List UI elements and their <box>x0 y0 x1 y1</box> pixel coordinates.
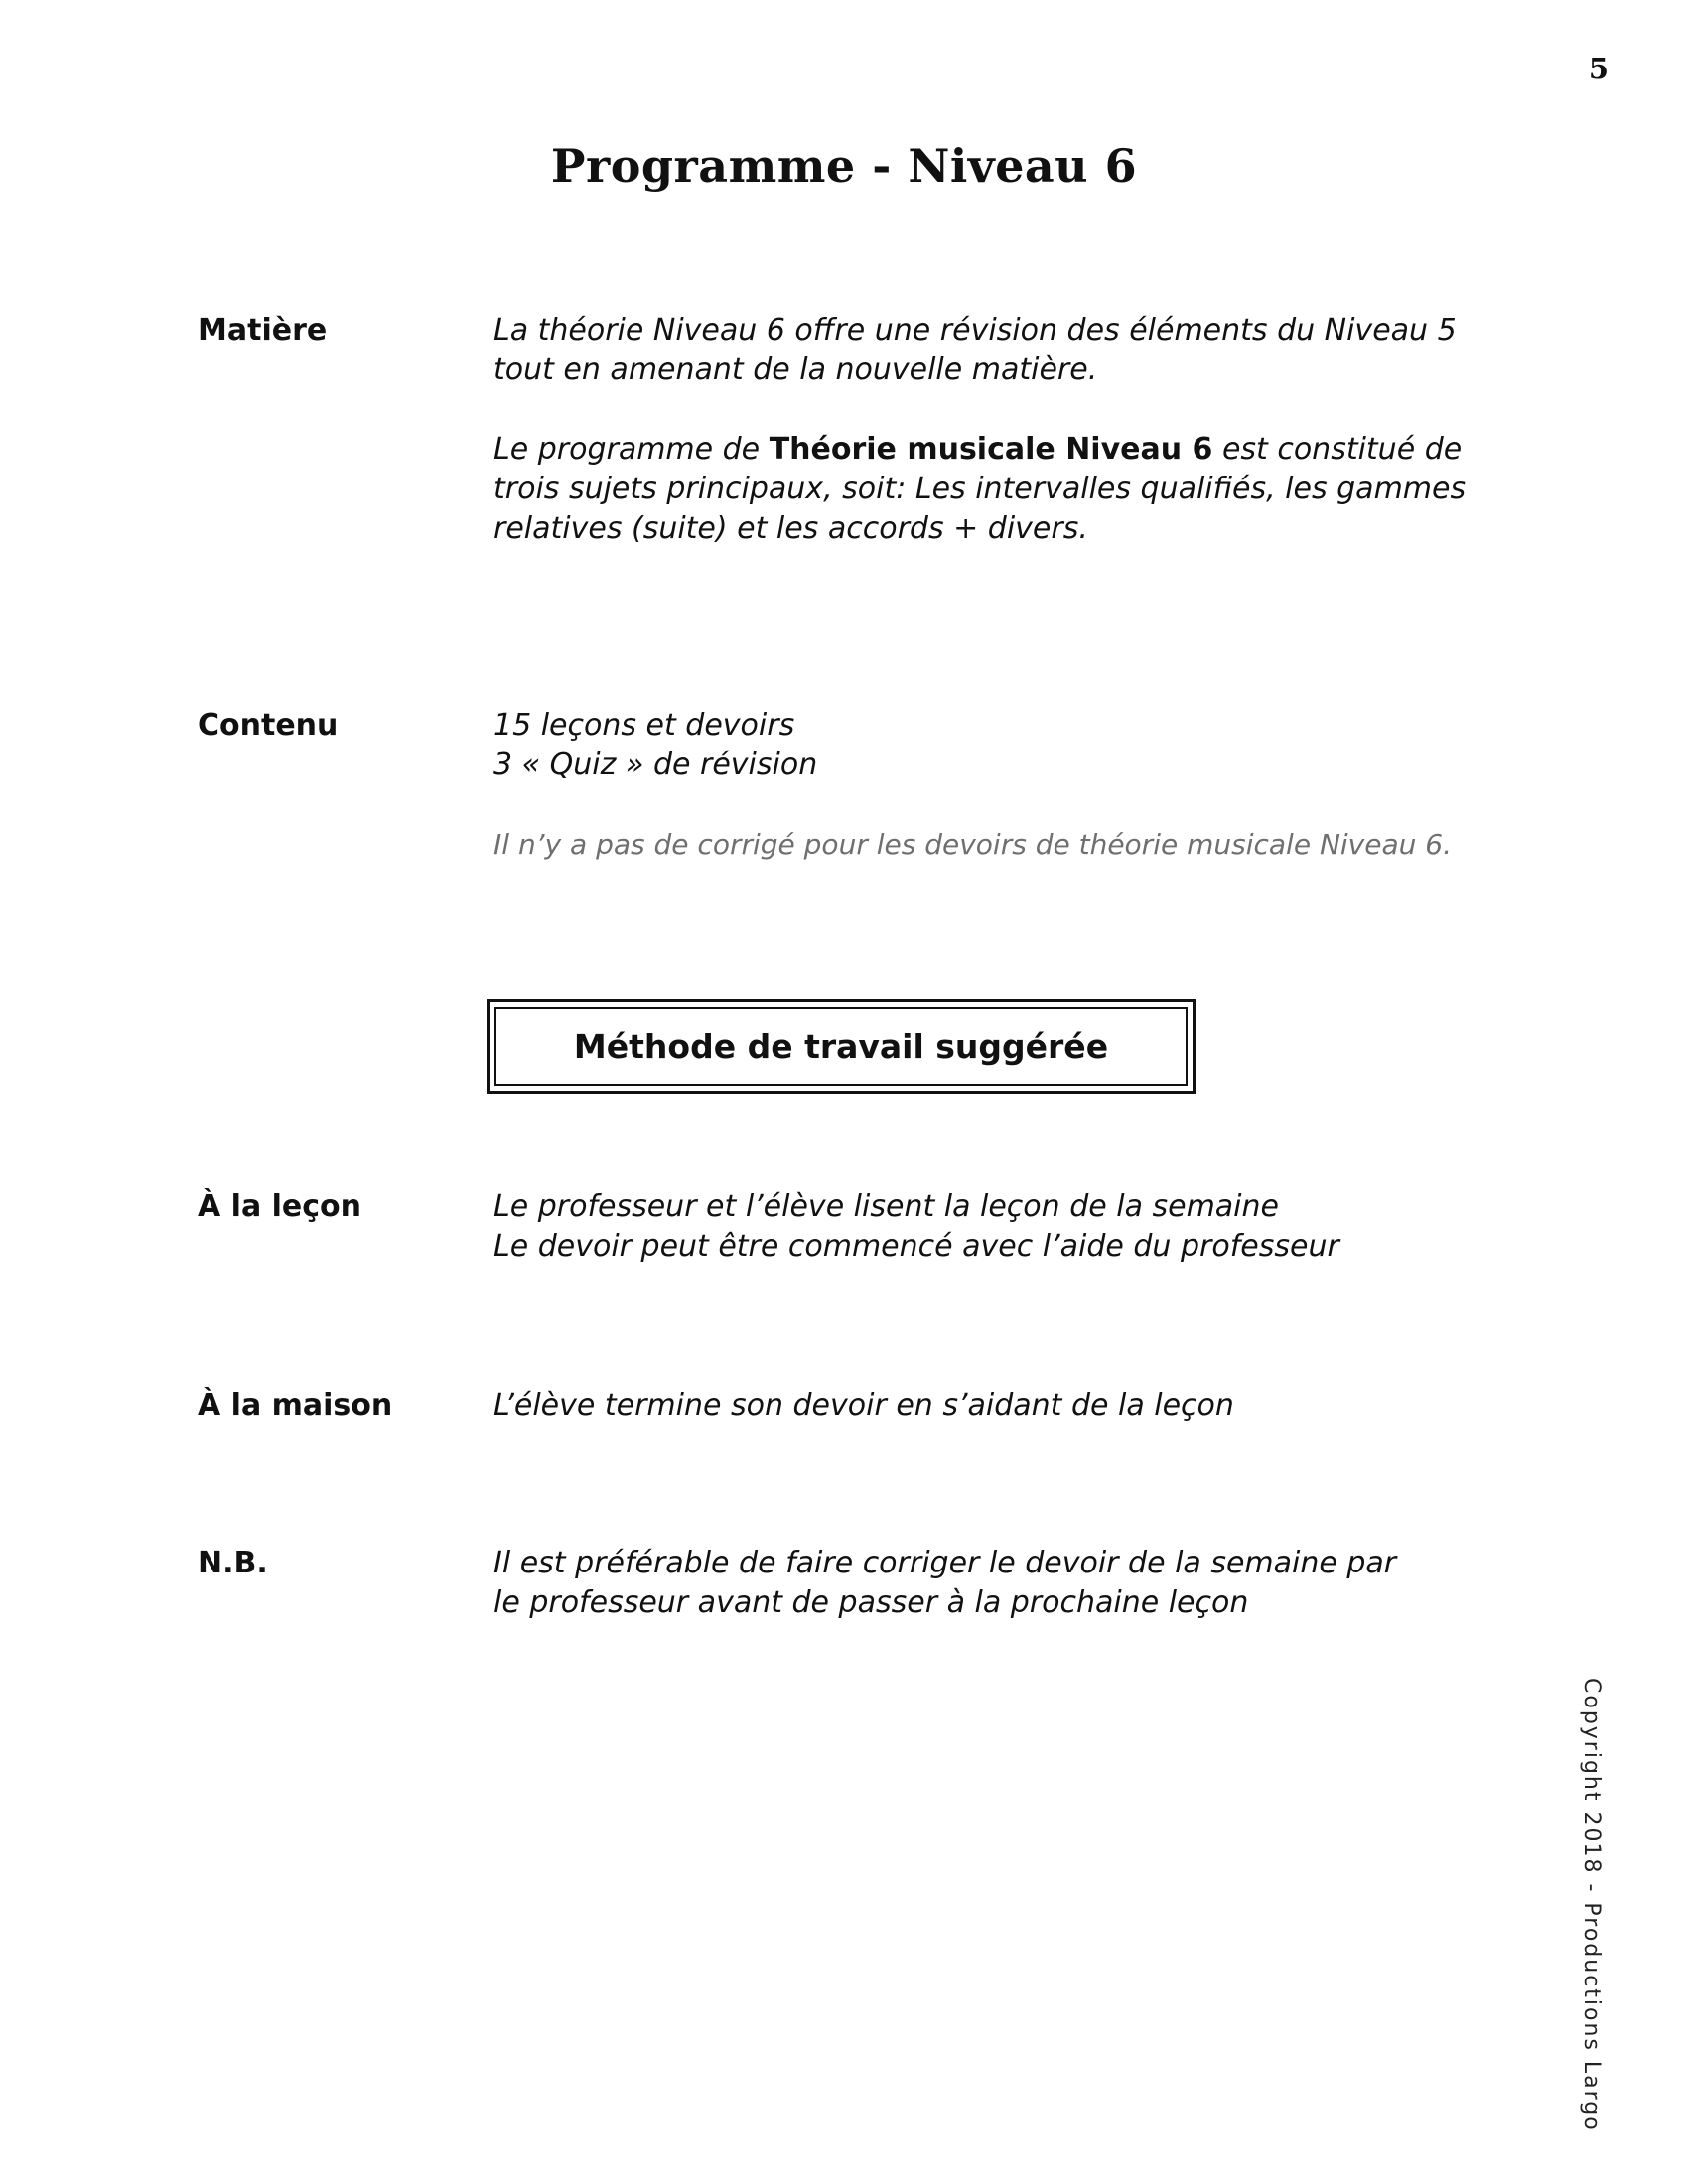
section-body-a-la-maison <box>493 1386 1536 1426</box>
page-number: 5 <box>1588 52 1609 85</box>
matiere-para2-line2: trois sujets principaux, soit: Les intervalles qualifiés, les gammes <box>493 472 1467 506</box>
matiere-paragraph-2 <box>493 430 1536 549</box>
matiere-para2-line3: relatives (suite) et les accords + divers. <box>493 511 1088 546</box>
copyright-notice: Copyright 2018 - Productions Largo <box>1579 1678 1604 2132</box>
contenu-line1: 15 leçons et devoirs <box>493 708 795 743</box>
contenu-note: Il n’y a pas de corrigé pour les devoirs de théorie musicale Niveau 6. <box>493 828 1452 861</box>
contenu-line2: 3 « Quiz » de révision <box>493 748 818 782</box>
nb-line1: Il est préférable de faire corriger le devoir de la semaine par <box>493 1546 1397 1580</box>
matiere-para1-line2: tout en amenant de la nouvelle matière. <box>493 352 1098 387</box>
page-title: Programme - Niveau 6 <box>550 139 1138 193</box>
a-la-maison-line1: L’élève termine son devoir en s’aidant de la leçon <box>493 1388 1234 1423</box>
section-body-nb <box>493 1544 1536 1623</box>
section-label-a-la-maison: À la maison <box>198 1388 393 1423</box>
matiere-para2-line1 <box>493 430 1536 470</box>
section-body-matiere <box>493 311 1536 549</box>
method-box <box>487 999 1196 1094</box>
nb-line2: le professeur avant de passer à la prochaine leçon <box>493 1585 1249 1620</box>
section-body-contenu <box>493 706 1536 865</box>
section-label-matiere: Matière <box>198 313 328 347</box>
matiere-para1-line1: La théorie Niveau 6 offre une révision des éléments du Niveau 5 <box>493 313 1457 347</box>
matiere-paragraph-1 <box>493 311 1536 390</box>
matiere-para2-line1-after: est constitué de <box>1212 432 1463 467</box>
matiere-para2-line1-before: Le programme de <box>493 432 770 467</box>
a-la-lecon-line1: Le professeur et l’élève lisent la leçon de la semaine <box>493 1189 1279 1224</box>
section-body-a-la-lecon <box>493 1187 1536 1267</box>
section-label-a-la-lecon: À la leçon <box>198 1189 362 1224</box>
a-la-lecon-line2: Le devoir peut être commencé avec l’aide du professeur <box>493 1229 1339 1264</box>
method-box-title: Méthode de travail suggérée <box>494 1007 1188 1086</box>
section-label-contenu: Contenu <box>198 708 339 743</box>
matiere-para2-line1-bold: Théorie musicale Niveau 6 <box>769 432 1213 467</box>
section-label-nb: N.B. <box>198 1546 268 1580</box>
